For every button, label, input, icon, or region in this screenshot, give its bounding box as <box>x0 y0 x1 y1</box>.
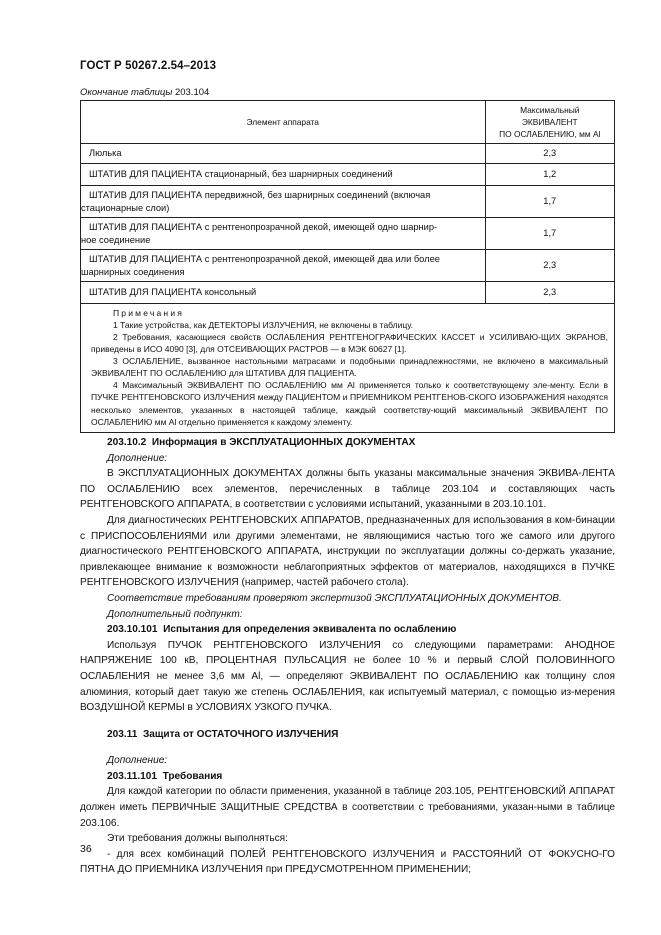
column-header-element: Элемент аппарата <box>81 101 486 144</box>
table-caption <box>80 87 209 98</box>
table-cell-value: 1,2 <box>485 164 614 186</box>
additional-subclause-label: Дополнительный подпункт: <box>107 608 243 620</box>
column-header-max-equivalent <box>485 101 614 144</box>
note-item: 4 Максимальный ЭКВИВАЛЕНТ ПО ОСЛАБЛЕНИЮ мм Al применяется только к соответствующему эле-менту. Если в ПУЧКЕ РЕНТГЕНОВСКОГО ИЗЛУЧЕНИЯ между ПАЦИЕНТОМ и ПРИЕМНИКОМ РЕНТГЕНОВ-СКОГО ИЗОБРАЖЕНИЯ находятся несколько элементов, указанных в настоящей таблице, каждый соответству-ющий максимальный ЭКВИВАЛЕНТ ПО ОСЛАБЛЕНИЮ мм Al отдельно применяется к каждому элементу. <box>91 380 608 427</box>
table-row <box>81 144 615 164</box>
section-heading-203-10-101: 203.10.101 Испытания для определения эквивалента по ослаблению <box>107 624 457 636</box>
table-cell-value: 1,7 <box>485 186 614 218</box>
table-row <box>81 282 615 304</box>
note-item: 1 Такие устройства, как ДЕТЕКТОРЫ ИЗЛУЧЕНИЯ, не включены в таблицу. <box>113 320 414 331</box>
table-notes <box>81 304 615 433</box>
section-heading-203-11: 203.11 Защита от ОСТАТОЧНОГО ИЗЛУЧЕНИЯ <box>107 728 339 740</box>
table-header-row <box>81 101 615 144</box>
page-number: 36 <box>80 843 92 855</box>
table-cell-element: ШТАТИВ ДЛЯ ПАЦИЕНТА с рентгенопрозрачной декой, имеющей одно шарнир- ное соединение <box>81 218 486 250</box>
compliance-check: Соответствие требованиям проверяют экспертизой ЭКСПЛУАТАЦИОННЫХ ДОКУМЕНТОВ. <box>107 592 562 604</box>
section-heading-203-10-2: 203.10.2 Информация в ЭКСПЛУАТАЦИОННЫХ ДОКУМЕНТАХ <box>107 437 416 448</box>
paragraph: В ЭКСПЛУАТАЦИОННЫХ ДОКУМЕНТАХ должны быть указаны максимальные значения ЭКВИВА-ЛЕНТА ПО ОСЛАБЛЕНИЮ всех элементов, перечисленных в таблице 203.104 и составляющих часть РЕНТГЕНОВСКОГО АППАРАТА, в соответствии с условиями испытаний, указанными в 203.10.101. <box>80 468 615 511</box>
note-item: 3 ОСЛАБЛЕНИЕ, вызванное настольными матрасами и подобными принадлежностями, не включено в максимальный ЭКВИВАЛЕНТ ПО ОСЛАБЛЕНИЮ для ШТАТИВА ДЛЯ ПАЦИЕНТА. <box>91 356 608 379</box>
table-cell-value: 1,7 <box>485 218 614 250</box>
table-cell-element: ШТАТИВ ДЛЯ ПАЦИЕНТА консольный <box>81 282 486 304</box>
section-heading-203-11-101: 203.11.101 Требования <box>107 770 223 782</box>
paragraph: Эти требования должны выполняться: <box>107 833 288 845</box>
table-row <box>81 250 615 282</box>
list-item: - для всех комбинаций ПОЛЕЙ РЕНТГЕНОВСКОГО ИЗЛУЧЕНИЯ и РАССТОЯНИЙ ОТ ФОКУСНО-ГО ПЯТНА ДО ПРИЕМНИКА ИЗЛУЧЕНИЯ при ПРЕДУСМОТРЕННОМ ПРИМЕНЕНИИ; <box>80 848 615 876</box>
table-cell-value: 2,3 <box>485 144 614 164</box>
paragraph: Используя ПУЧОК РЕНТГЕНОВСКОГО ИЗЛУЧЕНИЯ со следующими параметрами: АНОДНОЕ НАПРЯЖЕНИЕ 100 кВ, ПРОЦЕНТНАЯ ПУЛЬСАЦИЯ не более 10 % и первый СЛОЙ ПОЛОВИННОГО ОСЛАБЛЕНИЯ не менее 3,6 мм Al, — определяют ЭКВИВАЛЕНТ ПО ОСЛАБЛЕНИЮ как толщину слоя алюминия, который дает такую же степень ОСЛАБЛЕНИЯ, как испытуемый материал, с помощью из-мерения ВОЗДУШНОЙ КЕРМЫ в УСЛОВИЯХ УЗКОГО ПУЧКА. <box>80 639 615 714</box>
table-row <box>81 164 615 186</box>
table-cell-element: ШТАТИВ ДЛЯ ПАЦИЕНТА передвижной, без шарнирных соединений (включая стационарные слои) <box>81 186 486 218</box>
table-cell-value: 2,3 <box>485 250 614 282</box>
notes-title: Примечания <box>113 308 185 318</box>
paragraph: Для диагностических РЕНТГЕНОВСКИХ АППАРАТОВ, предназначенных для использования в ком-бинации с ПРИСПОСОБЛЕНИЯМИ или другими элементами, не являющимися частью того же самого или другого диагностического РЕНТГЕНОВСКОГО АППАРАТА, инструкции по эксплуатации должны со-держать указание, привлекающее внимание к возможности неблагоприятных эффектов от материалов, находящихся в ПУЧКЕ РЕНТГЕНОВСКОГО ИЗЛУЧЕНИЯ (например, частей рабочего стола). <box>80 514 615 589</box>
document-header: ГОСТ Р 50267.2.54–2013 <box>80 60 217 72</box>
table-caption-number: 203.104 <box>174 87 210 98</box>
document-body <box>80 435 615 878</box>
table-row <box>81 218 615 250</box>
column-header-max-line1: Максимальный <box>520 104 580 115</box>
table-cell-element: Люлька <box>81 144 486 164</box>
table-cell-element: ШТАТИВ ДЛЯ ПАЦИЕНТА с рентгенопрозрачной декой, имеющей два или более шарнирных соединения <box>81 250 486 282</box>
paragraph: Для каждой категории по области применения, указанной в таблице 203.105, РЕНТГЕНОВСКИЙ АППАРАТ должен иметь ПЕРВИЧНЫЕ ЗАЩИТНЫЕ СРЕДСТВА в соответствии с требованиями, указан-ными в таблице 203.106. <box>80 786 615 829</box>
table-cell-element: ШТАТИВ ДЛЯ ПАЦИЕНТА стационарный, без шарнирных соединений <box>81 164 486 186</box>
table-cell-value: 2,3 <box>485 282 614 304</box>
addition-label: Дополнение: <box>107 755 168 767</box>
addition-label: Дополнение: <box>107 452 168 464</box>
table-notes-row <box>81 304 615 433</box>
attenuation-table <box>80 100 615 433</box>
note-item: 2 Требования, касающиеся свойств ОСЛАБЛЕНИЯ РЕНТГЕНОГРАФИЧЕСКИХ КАССЕТ и УСИЛИВАЮ-ЩИХ ЭКРАНОВ, приведены в ИСО 4090 [3], для ОТСЕИВАЮЩИХ РАСТРОВ — в МЭК 60627 [1]. <box>91 332 608 355</box>
table-row <box>81 186 615 218</box>
column-header-max-line2: ЭКВИВАЛЕНТ <box>521 116 578 127</box>
column-header-max-line3: ПО ОСЛАБЛЕНИЮ, мм Al <box>499 129 601 140</box>
table-caption-prefix: Окончание таблицы <box>80 87 173 98</box>
